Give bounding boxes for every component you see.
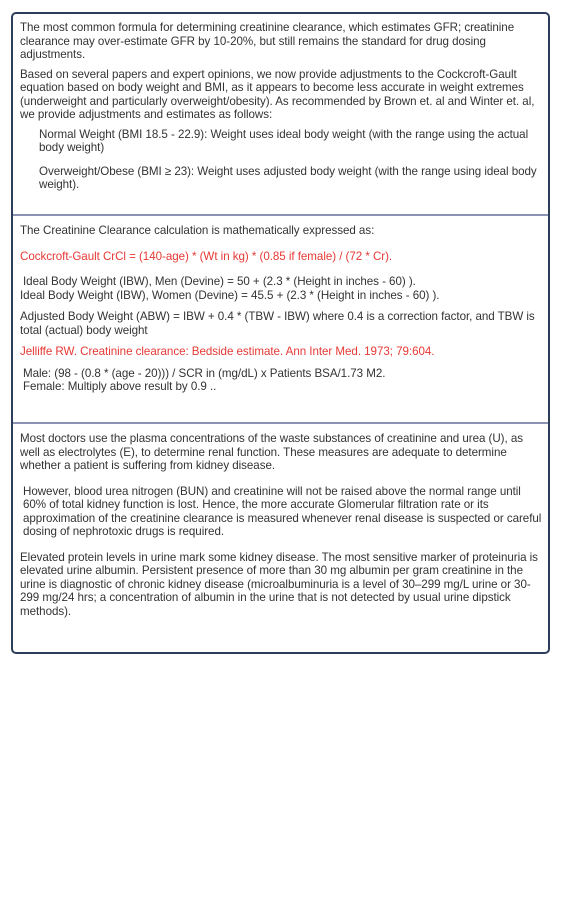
formula-intro: The Creatinine Clearance calculation is mathematically expressed as: [20, 224, 375, 237]
adjustments-paragraph: Based on several papers and expert opinions, we now provide adjustments to the Cockcroft-Gault equation based on body weight and BMI, as it appears to become less accurate in weight extremes (underweight and particularly overweight/obesity). As recommended by Brown et. al and Winter et. al, we provide adjustments and estimates as follows: [20, 67, 535, 121]
info-card [11, 12, 550, 654]
formula-section [13, 216, 548, 424]
male-formula: Male: (98 - (0.8 * (age - 20))) / SCR in (mg/dL) x Patients BSA/1.73 M2. [23, 366, 386, 380]
overweight-item: Overweight/Obese (BMI ≥ 23): Weight uses adjusted body weight (with the range using ideal body weight). [39, 164, 537, 191]
kidney-function-section [13, 424, 548, 650]
cockcroft-gault-formula: Cockcroft-Gault CrCl = (140-age) * (Wt in kg) * (0.85 if female) / (72 * Cr). [20, 249, 393, 263]
overview-paragraph: The most common formula for determining creatinine clearance, which estimates GFR; creatinine clearance may over-estimate GFR by 10-20%, but still remains the standard for drug dosing adjustments. [20, 21, 515, 61]
proteinuria-paragraph: Elevated protein levels in urine mark some kidney disease. The most sensitive marker of proteinuria is elevated urine albumin. Persistent presence of more than 30 mg albumin per gram creatinine in the urine is diagnostic of chronic kidney disease (microalbuminuria is a level of 30–299 mg/L urine or 30-299 mg/24 hrs; a concentration of albumin in the urine that is not detected by usual urine dipstick methods). [20, 550, 538, 618]
jelliffe-reference: Jelliffe RW. Creatinine clearance: Bedside estimate. Ann Inter Med. 1973; 79:604. [20, 345, 435, 358]
normal-weight-item: Normal Weight (BMI 18.5 - 22.9): Weight uses ideal body weight (with the range using the actual body weight) [39, 127, 529, 154]
female-formula: Female: Multiply above result by 0.9 .. [23, 380, 217, 393]
overview-section [13, 14, 548, 216]
ibw-men-formula: Ideal Body Weight (IBW), Men (Devine) = 50 + (2.3 * (Height in inches - 60) ). [23, 275, 416, 288]
plasma-paragraph: Most doctors use the plasma concentrations of the waste substances of creatinine and urea (U), as well as electrolytes (E), to determine renal function. These measures are adequate to determine whether a patient is suffering from kidney disease. [20, 432, 523, 472]
abw-formula: Adjusted Body Weight (ABW) = IBW + 0.4 * (TBW - IBW) where 0.4 is a correction factor, and TBW is total (actual) body weight [20, 310, 535, 337]
ibw-women-formula: Ideal Body Weight (IBW), Women (Devine) = 45.5 + (2.3 * (Height in inches - 60) ). [20, 288, 440, 302]
bun-paragraph: However, blood urea nitrogen (BUN) and creatinine will not be raised above the normal range until 60% of total kidney function is lost. Hence, the more accurate Glomerular filtration rate or its approximation of the creatinine clearance is measured whenever renal disease is suspected or careful dosing of nephrotoxic drugs is required. [23, 484, 542, 538]
